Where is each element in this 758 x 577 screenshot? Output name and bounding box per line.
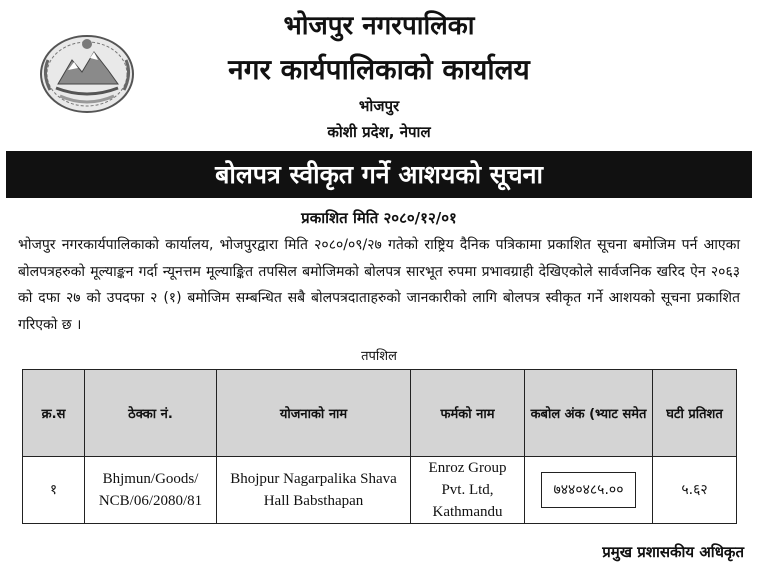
cell-sn: १: [23, 457, 85, 524]
bid-amount-value: ७४४०४८५.००: [541, 472, 637, 508]
header-bid-amount: कबोल अंक (भ्याट समेत: [525, 370, 653, 457]
cell-project-name: Bhojpur Nagarpalika Shava Hall Babsthapan: [217, 457, 411, 524]
header-project-name: योजनाको नाम: [217, 370, 411, 457]
cell-contract-no: Bhjmun/Goods/ NCB/06/2080/81: [85, 457, 217, 524]
header-contract-no: ठेक्का नं.: [85, 370, 217, 457]
notice-title: बोलपत्र स्वीकृत गर्ने आशयको सूचना: [6, 151, 752, 198]
table-caption: तपशिल: [361, 349, 397, 364]
signature-designation: प्रमुख प्रशासकीय अधिकृत: [602, 543, 744, 561]
cell-firm-name: Enroz Group Pvt. Ltd, Kathmandu: [411, 457, 525, 524]
cell-bid-amount: [525, 457, 653, 524]
header-sn: क्र.स: [23, 370, 85, 457]
letterhead: [0, 0, 758, 148]
table-header-row: [23, 370, 737, 457]
header-firm-name: फर्मको नाम: [411, 370, 525, 457]
cell-discount: ५.६२: [653, 457, 737, 524]
table-row: [23, 457, 737, 524]
publication-date: प्रकाशित मिति २०८०/१२/०१: [301, 209, 457, 227]
notice-body: भोजपुर नगरकार्यपालिकाको कार्यालय, भोजपुरद्वारा मिति २०८०/०९/२७ गतेको राष्ट्रिय दैनिक पत्रिकामा प्रकाशित सूचना बमोजिम पर्न आएका बोलपत्रहरुको मूल्याङ्कन गर्दा न्यूनत्तम मूल्याङ्कित तपसिल बमोजिमको बोलपत्र सारभूत रुपमा प्रभावग्राही देखिएकोले सार्वजनिक खरिद ऐन २०६३ को दफा २७ को उपदफा २ (१) बमोजिम सम्बन्धित सबै बोलपत्रदाताहरुको जानकारीको लागि बोलपत्र स्वीकृत गर्ने आशयको सूचना प्रकाशित गरिएको छ ।: [18, 237, 740, 333]
office-location: भोजपुर: [358, 97, 400, 115]
municipality-name: भोजपुर नगरपालिका: [283, 11, 475, 41]
header-discount: घटी प्रतिशत: [653, 370, 737, 457]
province-country: कोशी प्रदेश, नेपाल: [327, 123, 431, 141]
office-name: नगर कार्यपालिकाको कार्यालय: [228, 53, 530, 86]
details-table: [22, 369, 737, 524]
